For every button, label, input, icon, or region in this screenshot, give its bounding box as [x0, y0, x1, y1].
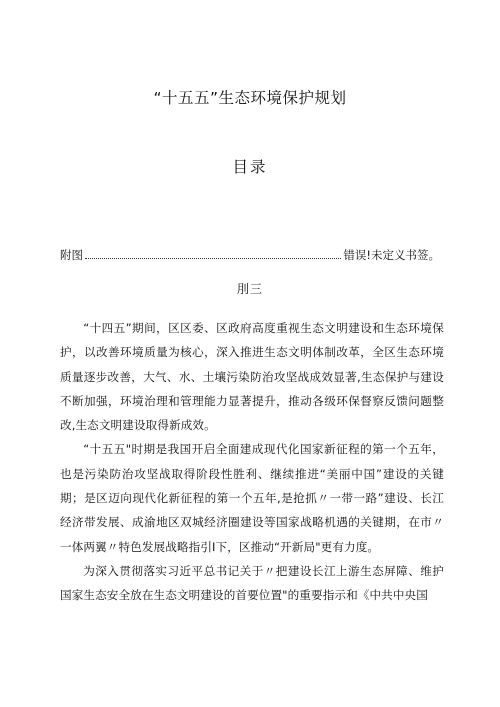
- toc-entry[interactable]: [60, 245, 440, 263]
- toc-entry-page-ref: 错误!未定义书签。: [343, 248, 440, 262]
- section-heading: 刖三: [236, 282, 263, 296]
- paragraph: “十五五"时期是我国开启全面建成现代化国家新征程的第一个五年，也是污染防治攻坚战取得阶段性胜利、继续推进“美丽中国”建设的关键期；是区迈向现代化新征程的第一个五年,是抢抓〃一带一路”建设、长江经济带发展、成渝地区双城经济圈建设等国家战略机遇的关键期，在市〃一体两翼〃特色发展战略指引I下，区推动“开新局"更有力度。: [60, 442, 444, 554]
- body-text: [60, 316, 444, 608]
- paragraph: 为深入贯彻落实习近平总书记关于〃把建设长江上游生态屏障、维护国家生态安全放在生态文明建设的首要位置"的重要指示和《中共中央国: [60, 563, 444, 603]
- paragraph: “十四五”期间，区区委、区政府高度重视生态文明建设和生态环境保护，以改善环境质量为核心，深入推进生态文明体制改革，全区生态环境质量逐步改善，大气、水、土壤污染防治攻坚战成效显著,生态保护与建设不断加强，环境治理和管理能力显著提升，推动各级环保督察反馈问题整改,生态文明建设取得新成效。: [60, 321, 444, 433]
- document-title: “十五五”生态环境保护规划: [153, 89, 347, 107]
- toc-dot-leader: [85, 258, 341, 259]
- toc-heading: 目录: [232, 158, 268, 176]
- toc-entry-label: 附图: [60, 248, 83, 262]
